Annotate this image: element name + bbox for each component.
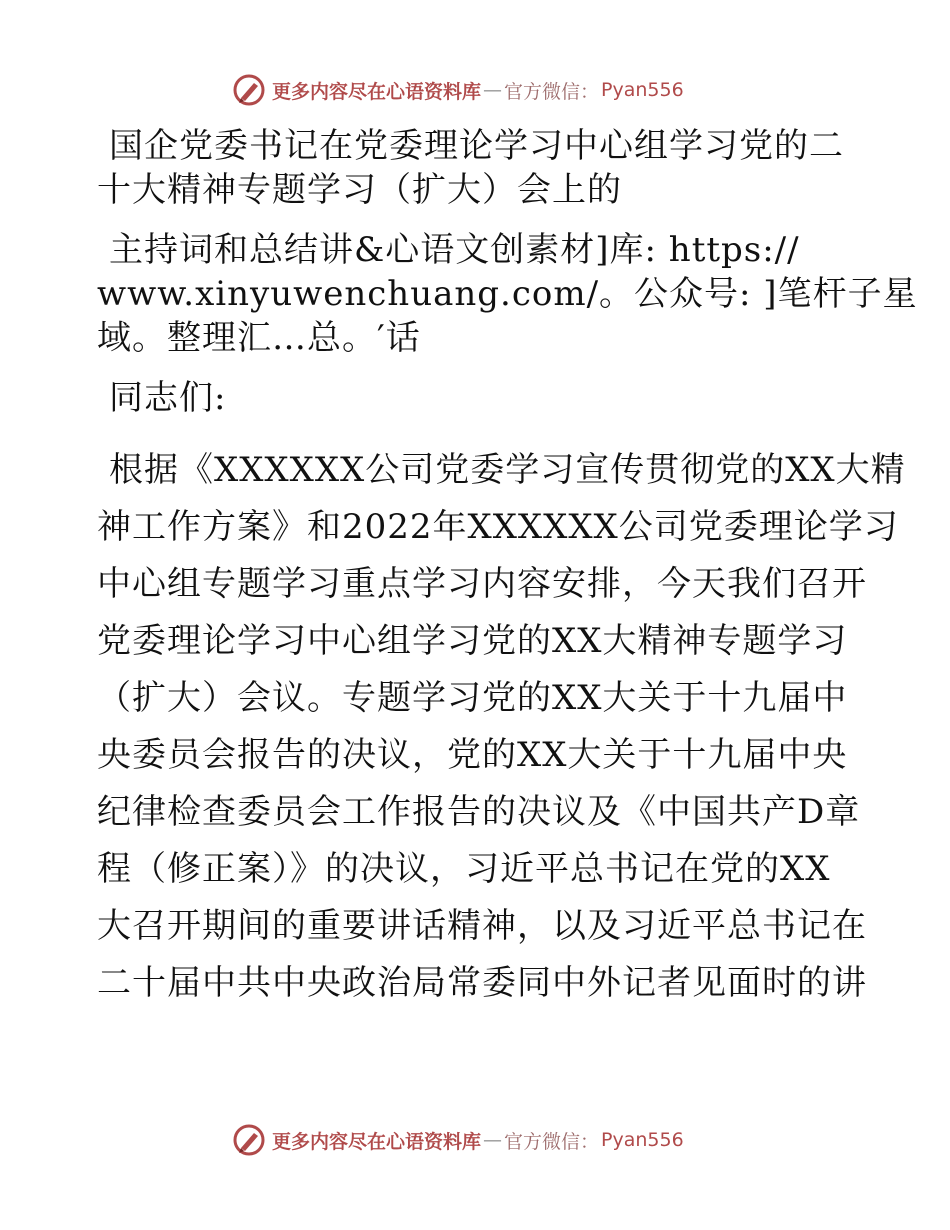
pen-logo-icon [232, 1123, 266, 1157]
paragraph-line: 党委理论学习中心组学习党的XX大精神专题学习 [97, 621, 848, 661]
subtitle-line: 域。整理汇…总。′话 [97, 318, 421, 358]
body-paragraph [97, 442, 906, 1012]
subtitle-line: 主持词和总结讲&心语文创素材]库: https:// [109, 230, 800, 270]
banner-wechat-label: 官方微信： [504, 1130, 600, 1153]
title-line: 国企党委书记在党委理论学习中心组学习党的二 [109, 126, 844, 166]
banner-separator: — [483, 79, 503, 101]
subtitle-line: www.xinyuwenchuang.com/。公众号: ]笔杆子星 [97, 274, 918, 314]
paragraph-line: （扩大）会议。专题学习党的XX大关于十九届中 [97, 678, 848, 718]
banner-site-name: 更多内容尽在心语资料库 [272, 80, 482, 103]
footer-banner [232, 1122, 752, 1158]
banner-wechat-id: Pyan556 [601, 1129, 684, 1151]
pen-logo-icon [232, 73, 266, 107]
banner-site-name: 更多内容尽在心语资料库 [272, 1130, 482, 1153]
document-title [97, 124, 857, 212]
paragraph-line: 根据《XXXXXX公司党委学习宣传贯彻党的XX大精 [109, 450, 906, 490]
paragraph-line: 二十届中共中央政治局常委同中外记者见面时的讲 [97, 963, 867, 1003]
banner-separator: — [483, 1129, 503, 1151]
paragraph-line: 大召开期间的重要讲话精神，以及习近平总书记在 [97, 906, 867, 946]
paragraph-line: 央委员会报告的决议，党的XX大关于十九届中央 [97, 735, 848, 775]
document-subtitle [97, 228, 918, 360]
banner-wechat-label: 官方微信： [504, 80, 600, 103]
paragraph-line: 程（修正案）》的决议，习近平总书记在党的XX [97, 849, 831, 889]
header-banner [232, 72, 752, 108]
document-body [97, 124, 918, 1012]
greeting: 同志们: [109, 378, 227, 418]
paragraph-line: 中心组专题学习重点学习内容安排，今天我们召开 [97, 564, 867, 604]
title-line: 十大精神专题学习（扩大）会上的 [97, 170, 622, 210]
paragraph-line: 纪律检查委员会工作报告的决议及《中国共产D章 [97, 792, 861, 832]
banner-wechat-id: Pyan556 [601, 79, 684, 101]
paragraph-line: 神工作方案》和2022年XXXXXX公司党委理论学习 [97, 507, 899, 547]
